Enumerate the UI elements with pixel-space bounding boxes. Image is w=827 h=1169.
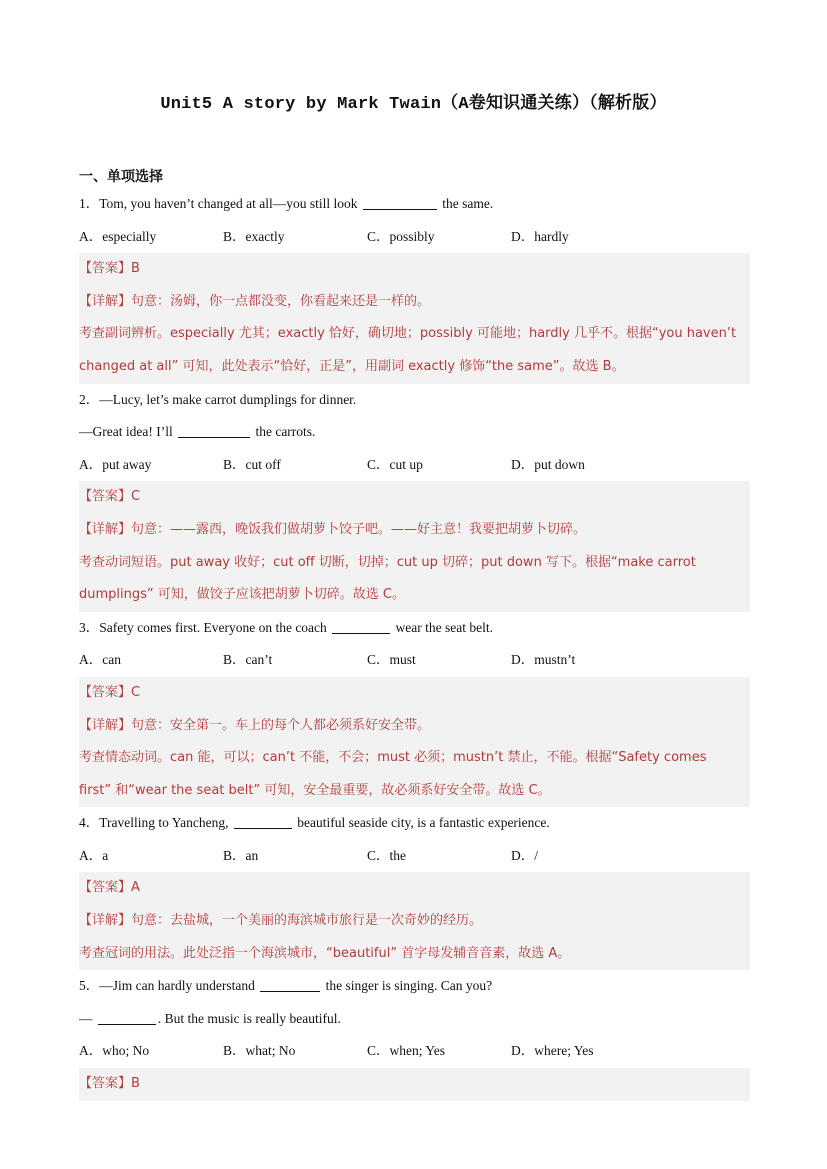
explanation-line: 考查副词辨析。especially 尤其；exactly 恰好，确切地；possibly 可能地；hardly 几乎不。根据“you haven’t (79, 326, 737, 342)
option-d[interactable]: D．mustn’t (511, 652, 576, 668)
option-d[interactable]: D．hardly (511, 228, 569, 244)
question-stem-line-2: —Great idea! I’ll the carrots. (79, 424, 316, 440)
question-2 (79, 384, 750, 612)
question-stem: 4．Travelling to Yancheng, beautiful seaside city, is a fantastic experience. (79, 815, 550, 831)
explanation-line: 【详解】句意：安全第一。车上的每个人都必须系好安全带。 (79, 717, 431, 733)
question-stem: 3．Safety comes first. Everyone on the coach wear the seat belt. (79, 619, 493, 635)
page-title: Unit5 A story by Mark Twain（A卷知识通关练）（解析版） (160, 95, 667, 114)
answer-explanation-block (79, 481, 750, 611)
explanation-line: 考查动词短语。put away 收好；cut off 切断，切掉；cut up 切碎；put down 写下。根据“make carrot (79, 554, 696, 570)
option-b[interactable]: B．exactly (223, 228, 285, 244)
options-row (79, 221, 750, 254)
explanation-line: first” 和“wear the seat belt” 可知，安全最重要，故必须系好安全带。故选 C。 (79, 782, 551, 798)
answer-label: 【答案】B (79, 1076, 140, 1092)
answer-label: 【答案】C (79, 684, 141, 700)
question-1 (79, 188, 750, 384)
answer-label: 【答案】A (79, 880, 140, 896)
question-4 (79, 807, 750, 970)
explanation-line: 【详解】句意：去盐城，一个美丽的海滨城市旅行是一次奇妙的经历。 (79, 913, 483, 929)
answer-blank (178, 423, 250, 438)
answer-explanation-block (79, 677, 750, 807)
options-row (79, 1035, 750, 1068)
option-d[interactable]: D．/ (511, 847, 538, 863)
explanation-line: 考查冠词的用法。此处泛指一个海滨城市，“beautiful” 首字母发辅音音素，故选 A。 (79, 945, 571, 961)
answer-blank (260, 977, 320, 992)
question-5 (79, 970, 750, 1100)
option-d[interactable]: D．where; Yes (511, 1043, 594, 1059)
question-stem: 2．—Lucy, let’s make carrot dumplings for dinner. (79, 391, 357, 407)
options-row (79, 449, 750, 482)
answer-label: 【答案】B (79, 261, 140, 277)
question-stem-line-2: — . But the music is really beautiful. (79, 1010, 341, 1026)
answer-explanation-block (79, 253, 750, 383)
question-3 (79, 612, 750, 808)
options-row (79, 644, 750, 677)
option-a[interactable]: A．put away (79, 456, 152, 472)
option-b[interactable]: B．can’t (223, 652, 273, 668)
option-b[interactable]: B．what; No (223, 1043, 296, 1059)
option-a[interactable]: A．can (79, 652, 121, 668)
option-c[interactable]: C．must (367, 652, 416, 668)
answer-blank (234, 814, 292, 829)
option-c[interactable]: C．the (367, 847, 406, 863)
explanation-line: dumplings” 可知，做饺子应该把胡萝卜切碎。故选 C。 (79, 587, 405, 603)
option-a[interactable]: A．especially (79, 228, 157, 244)
question-stem: 1．Tom, you haven’t changed at all—you still look the same. (79, 196, 494, 211)
option-b[interactable]: B．cut off (223, 456, 281, 472)
option-a[interactable]: A．a (79, 847, 109, 863)
option-c[interactable]: C．possibly (367, 228, 435, 244)
answer-label: 【答案】C (79, 489, 141, 505)
answer-blank (98, 1010, 156, 1025)
explanation-line: 【详解】句意：汤姆，你一点都没变，你看起来还是一样的。 (79, 293, 431, 309)
section-heading: 一、单项选择 (79, 169, 163, 185)
answer-explanation-block (79, 872, 750, 970)
explanation-line: 【详解】句意：——露西，晚饭我们做胡萝卜饺子吧。——好主意！我要把胡萝卜切碎。 (79, 521, 587, 537)
answer-blank (332, 619, 390, 634)
answer-blank (363, 195, 437, 210)
option-a[interactable]: A．who; No (79, 1043, 150, 1059)
option-d[interactable]: D．put down (511, 456, 585, 472)
explanation-line: 考查情态动词。can 能，可以；can’t 不能，不会；must 必须；mustn’t 禁止，不能。根据“Safety comes (79, 750, 707, 766)
question-list (79, 188, 750, 1101)
answer-explanation-block (79, 1068, 750, 1101)
explanation-line: changed at all” 可知，此处表示“恰好，正是”，用副词 exactly 修饰“the same”。故选 B。 (79, 358, 625, 374)
question-stem: 5．—Jim can hardly understand the singer is singing. Can you? (79, 978, 493, 994)
option-c[interactable]: C．when; Yes (367, 1043, 446, 1059)
option-b[interactable]: B．an (223, 847, 259, 863)
option-c[interactable]: C．cut up (367, 456, 423, 472)
options-row (79, 840, 750, 873)
